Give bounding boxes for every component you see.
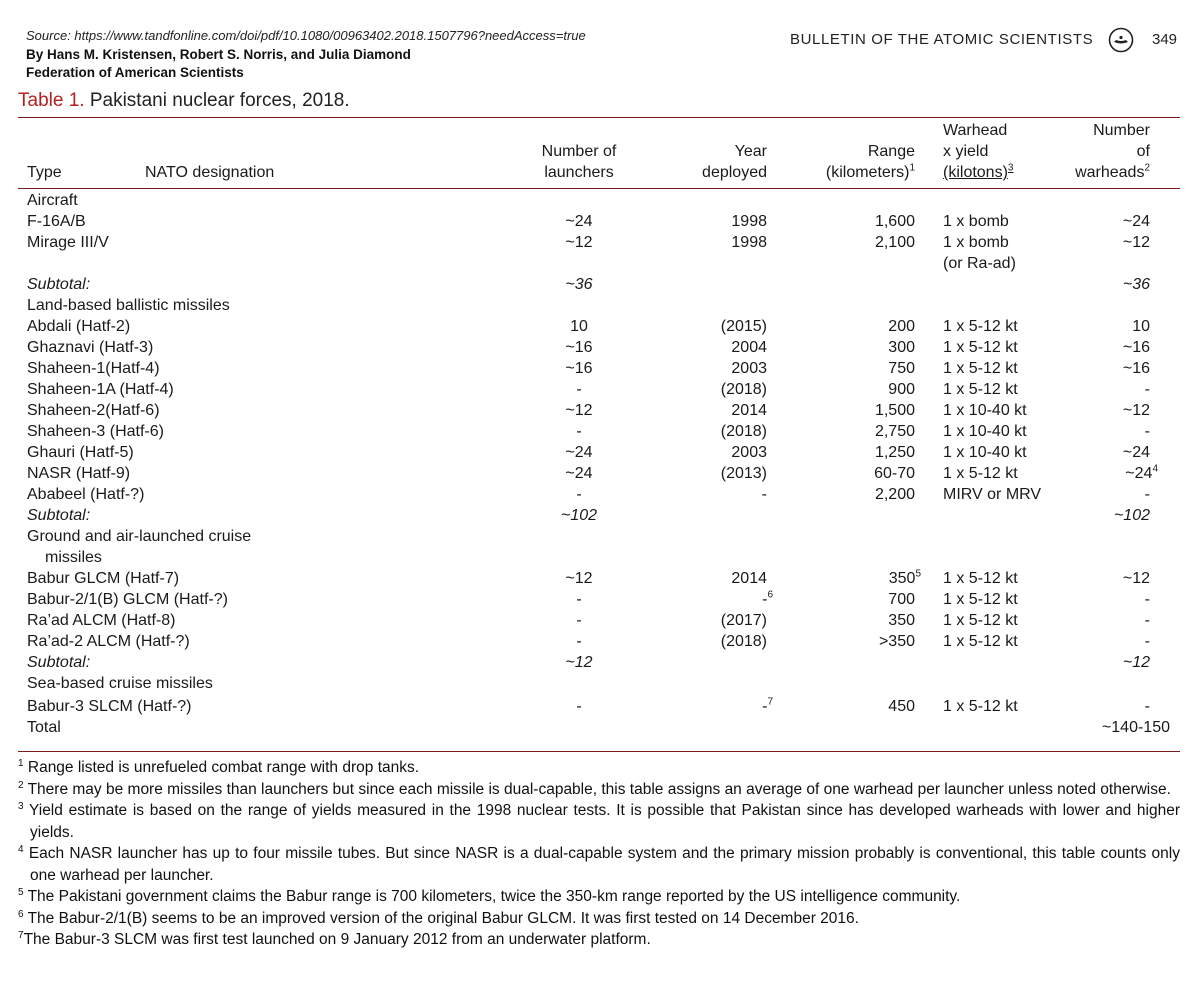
header-range: Range (kilometers)$^1$ (825, 143, 915, 181)
nuclear-forces-table (18, 120, 1180, 738)
table-row: Ababeel (Hatf-?) - - 2,200 MIRV or MRV - (27, 486, 1150, 503)
header-launchers: Number of launchers (541, 143, 617, 181)
header-type: Type (27, 164, 62, 181)
table-row: Mirage III/V ~12 1998 2,100 1 x bomb (or Ra-ad) ~12 (27, 234, 1150, 272)
subtotal-row: Subtotal: ~102 ~102 (27, 507, 1150, 524)
header-yield: Warhead x yield (kilotons)$^3$ (943, 122, 1014, 181)
footnote: $^5$ The Pakistani government claims the Babur range is 700 kilometers, twice the 350-km range reported by the US intelligence community. (18, 886, 961, 905)
footnote: $^6$ The Babur-2/1(B) seems to be an improved version of the original Babur GLCM. It was first tested on 14 December 2016. (18, 908, 859, 927)
journal-title: BULLETIN OF THE ATOMIC SCIENTISTS (790, 31, 1094, 48)
section-land-based: Land-based ballistic missiles (27, 297, 230, 314)
table-row: Babur GLCM (Hatf-7) ~12 2014 $350^5$ 1 x 5-12 kt ~12 (27, 568, 1150, 587)
footnote: $^4$ Each NASR launcher has up to four missile tubes. But since NASR is a dual-capable system and the primary mission probably is conventional, this table counts only one warhead per launcher. (18, 843, 1180, 884)
journal-logo-icon (1108, 27, 1134, 53)
table-row: Babur-3 SLCM (Hatf-?) - -$^7$ 450 1 x 5-12 kt - (27, 696, 1150, 715)
table-row: Shaheen-1(Hatf-4) ~16 2003 750 1 x 5-12 kt ~16 (27, 360, 1150, 377)
authors-line: By Hans M. Kristensen, Robert S. Norris, and Julia Diamond (26, 47, 411, 62)
header-year: Year deployed (702, 143, 767, 181)
table-caption (18, 90, 350, 112)
footnote: $^7$The Babur-3 SLCM was first test launched on 9 January 2012 from an underwater platform. (18, 929, 651, 948)
table-row: Shaheen-2(Hatf-6) ~12 2014 1,500 1 x 10-40 kt ~12 (27, 402, 1150, 419)
section-sea-based: Sea-based cruise missiles (27, 675, 213, 692)
footnote: $^1$ Range listed is unrefueled combat range with drop tanks. (18, 757, 420, 776)
footnote: $^3$ Yield estimate is based on the range of yields measured in the 1998 nuclear tests. It is possible that Pakistan since has developed warheads with lower and higher yields. (18, 800, 1180, 841)
table-top-rule (18, 117, 1180, 118)
table-label: Table 1. (18, 90, 85, 111)
table-title: Pakistani nuclear forces, 2018. (89, 90, 350, 111)
table-row: Shaheen-3 (Hatf-6) - (2018) 2,750 1 x 10-40 kt - (27, 423, 1150, 440)
table-row: F-16A/B ~24 1998 1,600 1 x bomb ~24 (27, 213, 1150, 230)
source-line: Source: https://www.tandfonline.com/doi/pdf/10.1080/00963402.2018.1507796?needAccess=true (26, 28, 586, 43)
total-row: Total ~140-150 (27, 719, 1170, 736)
organization-line: Federation of American Scientists (26, 65, 244, 80)
table-row: NASR (Hatf-9) ~24 (2013) 60-70 1 x 5-12 kt $\sim 24^4$ (27, 463, 1158, 482)
table-row: Ra’ad-2 ALCM (Hatf-?) - (2018) >350 1 x 5-12 kt - (27, 633, 1150, 650)
footnotes (18, 757, 1180, 951)
subtotal-row: Subtotal: ~12 ~12 (27, 654, 1150, 671)
subtotal-row: Subtotal: ~36 ~36 (27, 276, 1150, 293)
table-row: Ghauri (Hatf-5) ~24 2003 1,250 1 x 10-40 kt ~24 (27, 444, 1150, 461)
footnote: $^2$ There may be more missiles than launchers but since each missile is dual-capable, this table assigns an average of one warhead per launcher unless noted otherwise. (18, 779, 1171, 798)
header-warheads: Number of warheads$^2$ (1075, 122, 1150, 181)
section-cruise: Ground and air-launched cruise missiles (27, 528, 252, 566)
page-number: 349 (1152, 31, 1178, 48)
section-aircraft: Aircraft (27, 192, 78, 209)
table-row: Babur-2/1(B) GLCM (Hatf-?) - -$^6$ 700 1 x 5-12 kt - (27, 589, 1150, 608)
table-row: Shaheen-1A (Hatf-4) - (2018) 900 1 x 5-12 kt - (27, 381, 1150, 398)
header-nato: NATO designation (145, 164, 275, 181)
table-bottom-rule (18, 751, 1180, 752)
table-row: Abdali (Hatf-2) 10 (2015) 200 1 x 5-12 kt 10 (27, 318, 1150, 335)
table-header-row (18, 120, 1180, 186)
table-row: Ra’ad ALCM (Hatf-8) - (2017) 350 1 x 5-12 kt - (27, 612, 1150, 629)
table-row: Ghaznavi (Hatf-3) ~16 2004 300 1 x 5-12 kt ~16 (27, 339, 1150, 356)
